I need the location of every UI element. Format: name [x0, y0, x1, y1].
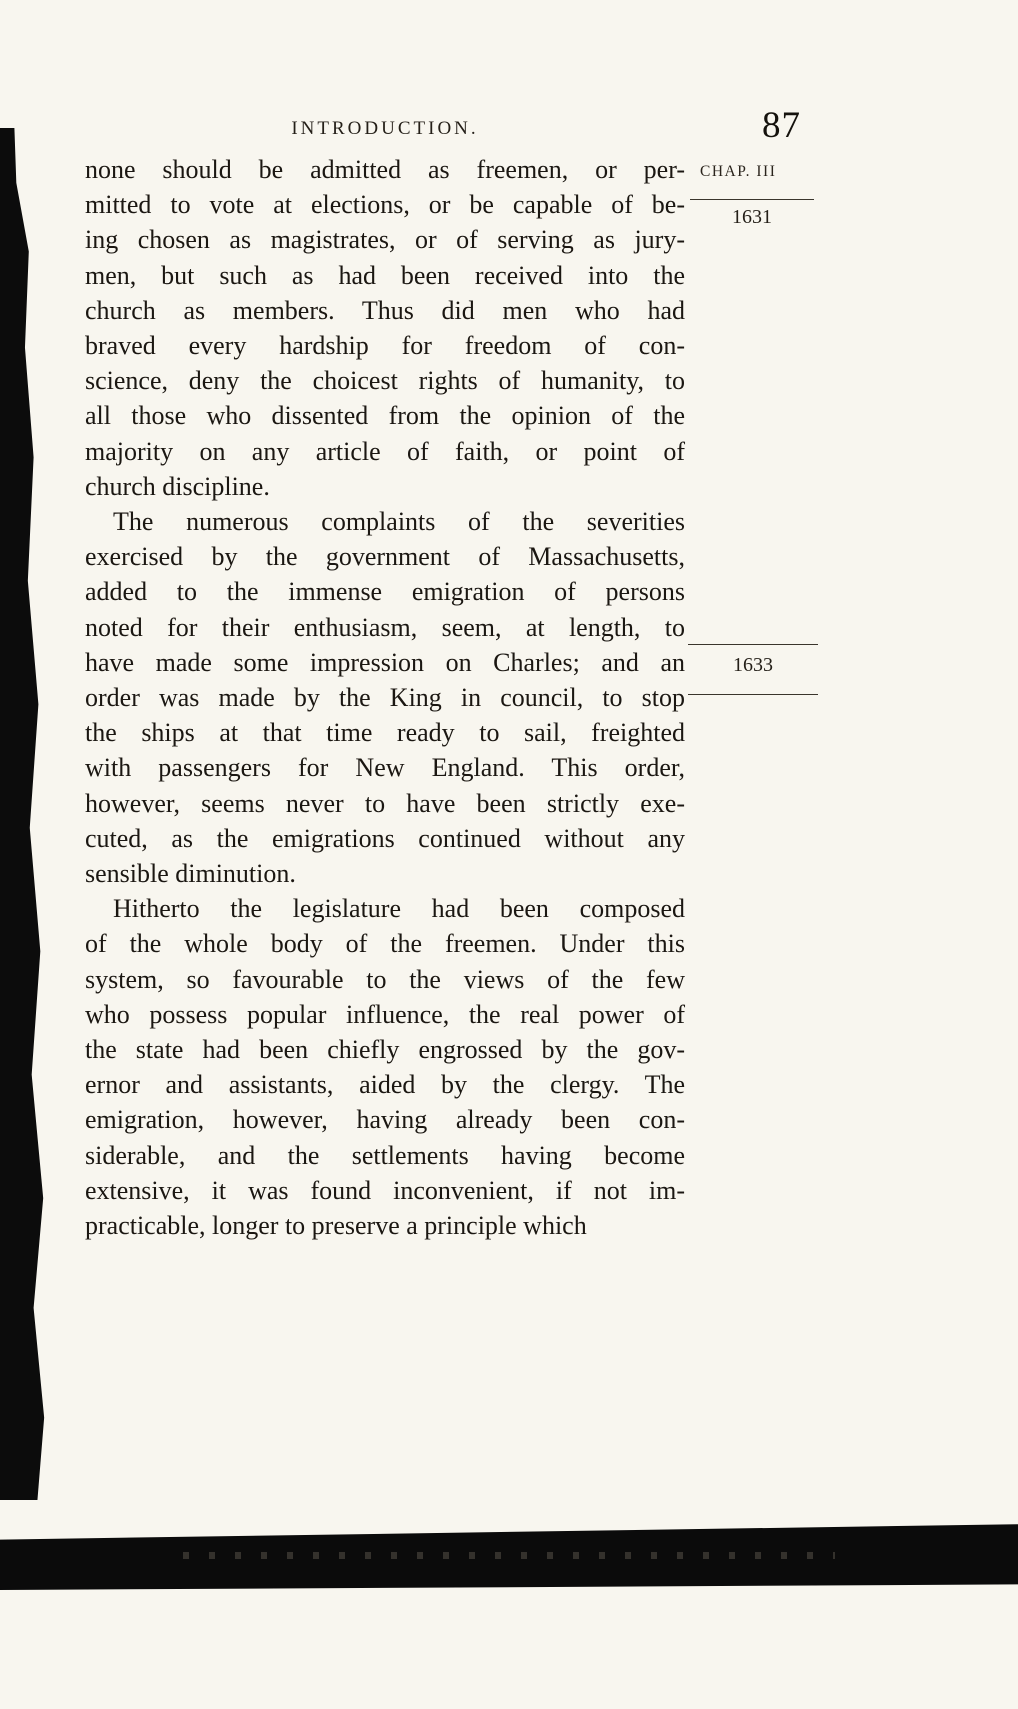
text-line: the state had been chiefly engrossed by the gov- — [85, 1035, 685, 1065]
body-text — [85, 152, 685, 1243]
paragraph — [85, 891, 685, 1243]
text-line: system, so favourable to the views of the few — [85, 964, 685, 994]
text-line: emigration, however, having already been con- — [85, 1105, 685, 1135]
text-line: however, seems never to have been strictly exe- — [85, 788, 685, 818]
paragraph — [85, 152, 685, 504]
text-line: ing chosen as magistrates, or of serving as jury- — [85, 225, 685, 255]
margin-rule-1633-bottom — [688, 694, 818, 695]
margin-rule-1631 — [690, 199, 814, 200]
text-line: all those who dissented from the opinion of the — [85, 401, 685, 431]
text-line: mitted to vote at elections, or be capable of be- — [85, 190, 685, 220]
text-line: who possess popular influence, the real power of — [85, 999, 685, 1029]
text-line: church discipline. — [85, 471, 270, 501]
scan-artifact-bottom-edge — [0, 1520, 1018, 1590]
margin-rule-1633-top — [688, 644, 818, 645]
text-line: The numerous complaints of the severities — [113, 507, 685, 537]
text-line: extensive, it was found inconvenient, if not im- — [85, 1175, 685, 1205]
paragraph — [85, 504, 685, 891]
text-line: men, but such as had been received into the — [85, 260, 685, 290]
text-line: ernor and assistants, aided by the clergy. The — [85, 1070, 685, 1100]
scan-artifact-left-edge — [0, 128, 48, 1500]
text-line: practicable, longer to preserve a principle which — [85, 1211, 587, 1241]
text-line: with passengers for New England. This order, — [85, 753, 685, 783]
text-line: none should be admitted as freemen, or per- — [85, 155, 685, 184]
text-line: science, deny the choicest rights of humanity, to — [85, 366, 685, 396]
text-line: added to the immense emigration of persons — [85, 577, 685, 607]
text-line: sensible diminution. — [85, 859, 296, 889]
text-line: have made some impression on Charles; and an — [85, 647, 685, 677]
text-line: order was made by the King in council, to stop — [85, 683, 685, 713]
text-line: exercised by the government of Massachusetts, — [85, 542, 685, 572]
text-line: siderable, and the settlements having become — [85, 1140, 685, 1170]
page-number: 87 — [762, 105, 801, 146]
scan-noise — [183, 1552, 835, 1559]
text-line: of the whole body of the freemen. Under this — [85, 929, 685, 959]
margin-note-year-1633: 1633 — [733, 654, 773, 676]
margin-note-year-1631: 1631 — [732, 206, 772, 228]
text-line: braved every hardship for freedom of con- — [85, 331, 685, 361]
text-line: majority on any article of faith, or point of — [85, 436, 685, 466]
text-line: Hitherto the legislature had been composed — [113, 894, 685, 924]
text-line: noted for their enthusiasm, seem, at length, to — [85, 612, 685, 642]
running-head-title: INTRODUCTION. — [291, 118, 479, 139]
text-line: church as members. Thus did men who had — [85, 295, 685, 325]
margin-note-chapter: CHAP. III — [700, 163, 777, 180]
text-line: the ships at that time ready to sail, freighted — [85, 718, 685, 748]
text-line: cuted, as the emigrations continued without any — [85, 823, 685, 853]
